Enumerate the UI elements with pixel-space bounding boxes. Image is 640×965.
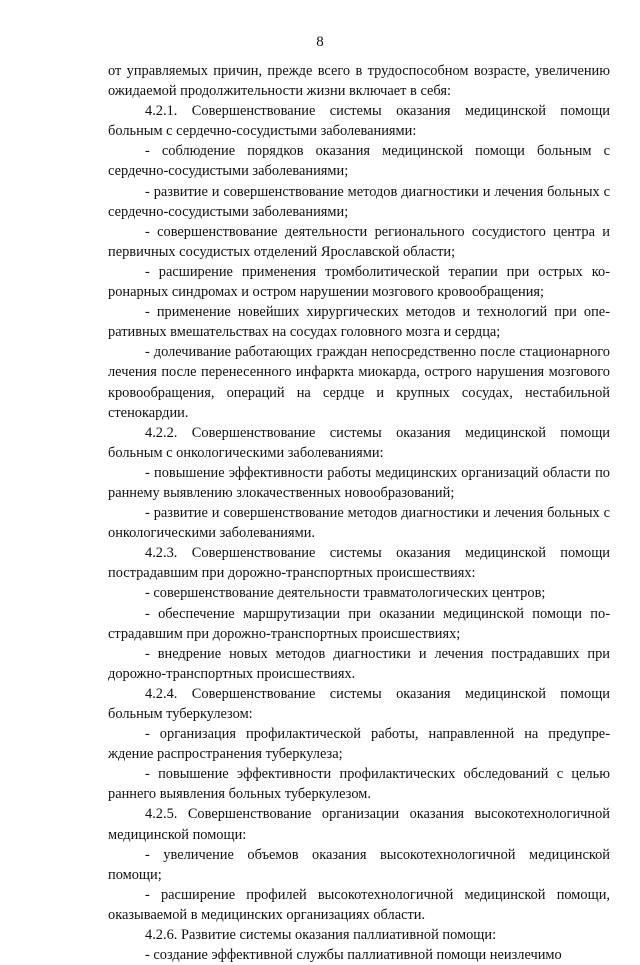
list-item: - организация профилактической работы, направленной на предупреждение распространения туберкулеза; bbox=[108, 726, 610, 763]
list-item: - применение новейших хирургических методов и технологий при оперативных вмешательствах на сосудах головного мозга и сердца; bbox=[108, 304, 610, 341]
document-body bbox=[108, 61, 610, 965]
list-item: - увеличение объемов оказания высокотехнологичной медицинской помощи; bbox=[108, 846, 610, 883]
section-4-2-4-heading: 4.2.4. Совершенствование системы оказания медицинской помощи больным туберкулезом: bbox=[108, 685, 610, 722]
section-4-2-3-heading: 4.2.3. Совершенствование системы оказания медицинской помощи пострадавшим при дорожно-транспортных происшествиях: bbox=[108, 545, 610, 582]
section-4-2-2-heading: 4.2.2. Совершенствование системы оказания медицинской помощи больным с онкологическими заболеваниями: bbox=[108, 424, 610, 461]
list-item: - расширение профилей высокотехнологичной медицинской помощи, оказываемой в медицинских организациях области. bbox=[108, 886, 610, 923]
list-item: - обеспечение маршрутизации при оказании медицинской помощи пострадавшим при дорожно-транспортных происшествиях; bbox=[108, 605, 610, 642]
list-item: - развитие и совершенствование методов диагностики и лечения больных с онкологическими заболеваниями. bbox=[108, 505, 610, 542]
list-item: - совершенствование деятельности регионального сосудистого центра и первичных сосудистых отделений Ярославской области; bbox=[108, 223, 610, 260]
section-4-2-5-heading: 4.2.5. Совершенствование организации оказания высокотехнологичной медицинской помощи: bbox=[108, 806, 610, 843]
list-item: - повышение эффективности работы медицинских организаций области по раннему выявлению злокачественных новообразований; bbox=[108, 464, 610, 501]
list-item: - развитие и совершенствование методов диагностики и лечения больных с сердечно-сосудистыми заболеваниями; bbox=[108, 183, 610, 220]
page-number: 8 bbox=[316, 34, 324, 50]
list-item: - создание эффективной службы паллиативной помощи неизлечимо bbox=[145, 947, 562, 964]
section-4-2-6-heading: 4.2.6. Развитие системы оказания паллиативной помощи: bbox=[145, 927, 497, 944]
list-item: - расширение применения тромболитической терапии при острых коронарных синдромах и остром нарушении мозгового кровообращения; bbox=[108, 263, 610, 301]
paragraph-intro-continuation: от управляемых причин, прежде всего в трудоспособном возрасте, увеличению ожидаемой продолжительности жизни включает в себя: bbox=[108, 63, 610, 100]
list-item: - долечивание работающих граждан непосредственно после стационарного лечения после перенесенного инфаркта миокарда, острого нарушения мозгового кровообращения, операций на сердце и крупных сосудах, нестабильной стенокардии. bbox=[108, 344, 610, 421]
list-item: - повышение эффективности профилактических обследований с целью раннего выявления больных туберкулезом. bbox=[108, 766, 610, 803]
list-item: - совершенствование деятельности травматологических центров; bbox=[145, 585, 546, 602]
list-item: - внедрение новых методов диагностики и лечения пострадавших при дорожно-транспортных происшествиях. bbox=[108, 645, 610, 682]
section-4-2-1-heading: 4.2.1. Совершенствование системы оказания медицинской помощи больным с сердечно-сосудистыми заболеваниями: bbox=[108, 103, 610, 140]
list-item: - соблюдение порядков оказания медицинской помощи больным с сердечно-сосудистыми заболеваниями; bbox=[108, 143, 610, 180]
